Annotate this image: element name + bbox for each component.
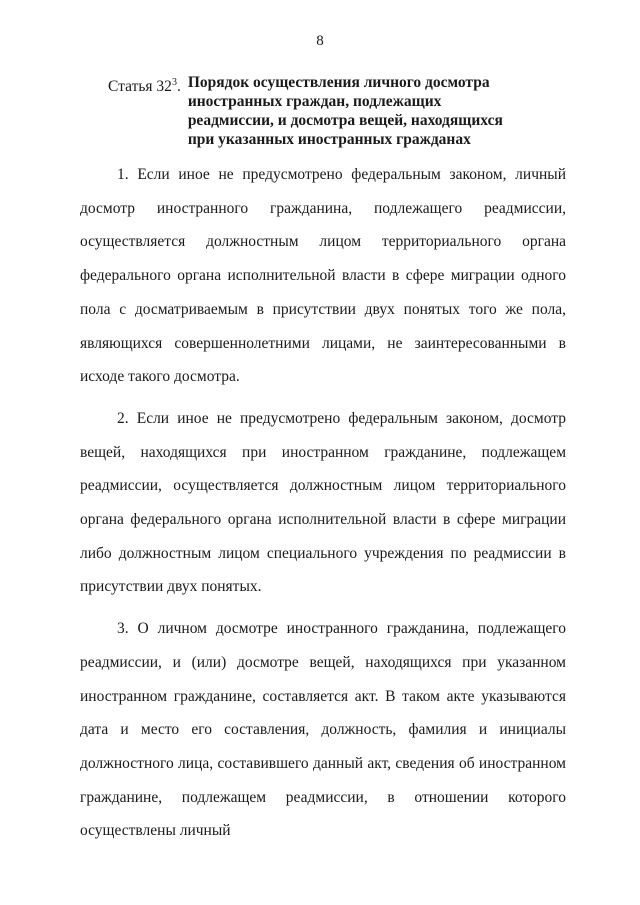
page-number: 8	[316, 33, 324, 49]
paragraph-1: 1. Если иное не предусмотрено федеральным законом, личный досмотр иностранного гражданина, подлежащего реадмиссии, осуществляется должностным лицом территориального органа федерального органа исполнительной власти в сфере миграции одного пола с досматриваемым в присутствии двух понятых того же пола, являющихся совершеннолетними лицами, не заинтересованными в исходе такого досмотра.	[80, 166, 566, 386]
paragraph-2: 2. Если иное не предусмотрено федеральным законом, досмотр вещей, находящихся при иностранном гражданине, подлежащем реадмиссии, осуществляется должностным лицом территориального органа федерального органа исполнительной власти в сфере миграции либо должностным лицом специального учреждения по реадмиссии в присутствии двух понятых.	[80, 409, 566, 596]
article-label	[108, 73, 181, 149]
article-title: Порядок осуществления личного досмотра иностранных граждан, подлежащих реадмиссии, и досмотра вещей, находящихся при указанных иностранных гражданах	[187, 74, 503, 148]
article-heading	[108, 73, 578, 149]
paragraph-3: 3. О личном досмотре иностранного гражданина, подлежащего реадмиссии, и (или) досмотре вещей, находящихся при указанном иностранном гражданине, составляется акт. В таком акте указываются дата и место его составления, должность, фамилия и инициалы должностного лица, составившего данный акт, сведения об иностранном гражданине, подлежащем реадмиссии, в отношении которого осуществлены личный	[80, 620, 566, 840]
article-body	[80, 158, 566, 856]
article-label-superscript: 3	[171, 77, 177, 88]
article-label-suffix: .	[176, 78, 181, 96]
article-label-prefix: Статья 32	[108, 78, 172, 96]
